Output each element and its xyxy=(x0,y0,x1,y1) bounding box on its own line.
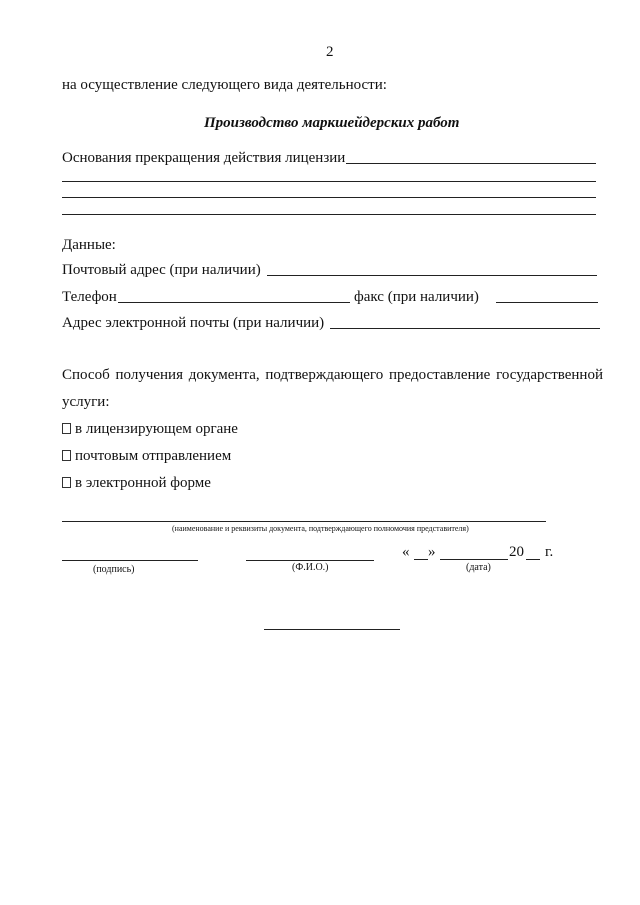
termination-label: Основания прекращения действия лицензии xyxy=(62,150,346,166)
date-day-line[interactable] xyxy=(414,559,428,560)
phone-label: Телефон xyxy=(62,289,117,305)
option-electronic-form[interactable] xyxy=(62,474,211,492)
date-close-quote: » xyxy=(428,544,436,560)
option-label: в лицензирующем органе xyxy=(75,421,238,437)
data-heading: Данные: xyxy=(62,237,116,253)
option-label: в электронной форме xyxy=(75,475,211,491)
date-suffix: г. xyxy=(545,544,554,560)
document-caption: (наименование и реквизиты документа, подтверждающего полномочия представителя) xyxy=(172,524,469,533)
termination-field-line-4[interactable] xyxy=(62,214,596,215)
postal-field-line[interactable] xyxy=(267,275,597,276)
fio-caption: (Ф.И.О.) xyxy=(292,562,329,573)
date-year-line[interactable] xyxy=(526,559,540,560)
signature-field-line[interactable] xyxy=(62,560,198,561)
intro-text: на осуществление следующего вида деятельности: xyxy=(62,77,387,93)
date-year-prefix: 20 xyxy=(509,544,524,560)
page-number: 2 xyxy=(326,44,334,60)
activity-title: Производство маркшейдерских работ xyxy=(204,115,460,131)
fax-field-line[interactable] xyxy=(496,302,598,303)
date-month-line[interactable] xyxy=(440,559,508,560)
termination-field-line-3[interactable] xyxy=(62,197,596,198)
email-label: Адрес электронной почты (при наличии) xyxy=(62,315,325,331)
option-licensing-authority[interactable] xyxy=(62,420,238,438)
checkbox-licensing-authority[interactable] xyxy=(62,423,71,434)
bottom-separator xyxy=(264,629,400,630)
document-field-line[interactable] xyxy=(62,521,546,522)
termination-field-line-2[interactable] xyxy=(62,181,596,182)
option-postal-delivery[interactable] xyxy=(62,447,231,465)
postal-label: Почтовый адрес (при наличии) xyxy=(62,262,261,278)
option-label: почтовым отправлением xyxy=(75,448,232,464)
date-open-quote: « xyxy=(402,544,410,560)
phone-field-line[interactable] xyxy=(118,302,350,303)
fax-label: факс (при наличии) xyxy=(354,289,479,305)
date-caption: (дата) xyxy=(466,562,491,573)
email-field-line[interactable] xyxy=(330,328,600,329)
delivery-text-line-2: услуги: xyxy=(62,394,110,410)
fio-field-line[interactable] xyxy=(246,560,374,561)
checkbox-postal-delivery[interactable] xyxy=(62,450,71,461)
termination-field-line-1[interactable] xyxy=(346,163,596,164)
signature-caption: (подпись) xyxy=(93,564,135,575)
delivery-text-line-1: Способ получения документа, подтверждающего предоставление государственной xyxy=(62,367,603,383)
checkbox-electronic-form[interactable] xyxy=(62,477,71,488)
